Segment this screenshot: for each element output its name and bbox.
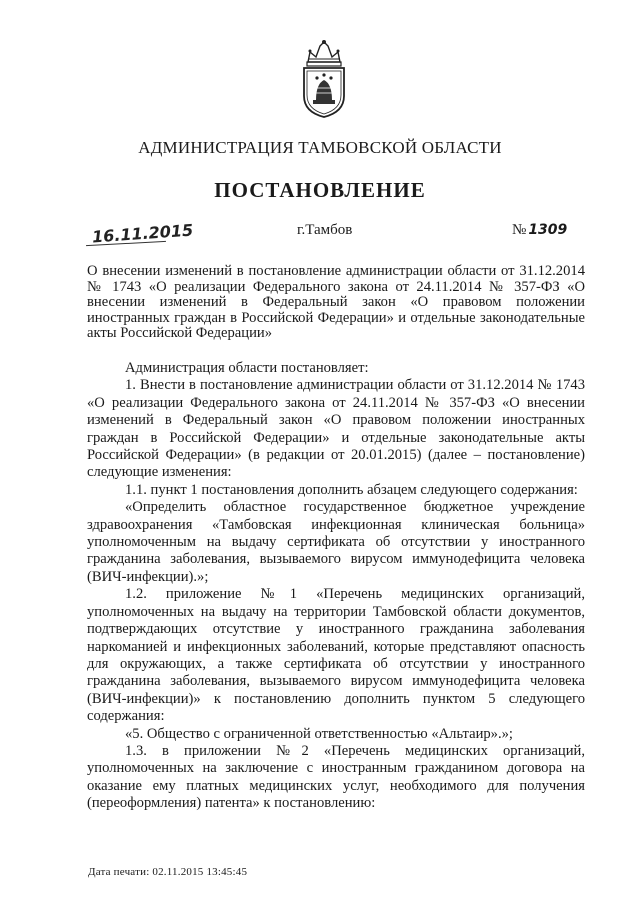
number-value: 1309 — [528, 222, 568, 238]
paragraph-1-1-text: «Определить областное государственное бюджетное учреждение здравоохранения «Тамбовская инфекционная клиническая больница» уполномоченным на выдачу сертификата об отсутствии у иностранного гражданина заболевания, вызываемого вирусом иммунодефицита человека (ВИЧ-инфекции).»; — [87, 499, 585, 585]
signing-date: 16.11.2015 — [91, 220, 194, 247]
city-name: г.Тамбов — [297, 222, 353, 238]
document-number — [512, 222, 567, 239]
paragraph-1-3: 1.3. в приложении №2 «Перечень медицинских организаций, уполномоченных на заключение с иностранным гражданином договора на оказание ему платных медицинских услуг, необходимого для получения (переоформления) патента» к постановлению: — [87, 742, 585, 812]
number-sign: № — [512, 222, 527, 238]
paragraph-1-2: 1.2. приложение №1 «Перечень медицинских организаций, уполномоченных на выдачу на территории Тамбовской области документов, подтверждающих отсутствие у иностранного гражданина заболевания наркоманией и инфекционных заболеваний, которые представляют опасность для окружающих, а также сертификата об отсутствии у иностранного гражданина заболевания, вызываемого вирусом иммунодефицита человека (ВИЧ-инфекции)» к постановлению дополнить пунктом 5 следующего содержания: — [87, 586, 585, 725]
tambov-coat-of-arms-icon — [298, 38, 350, 120]
document-body — [87, 360, 585, 813]
organization-name: АДМИНИСТРАЦИЯ ТАМБОВСКОЙ ОБЛАСТИ — [138, 138, 502, 157]
document-subject: О внесении изменений в постановление администрации области от 31.12.2014 № 1743 «О реализации Федерального закона от 24.11.2014 № 357-ФЗ «О внесении изменений в Федеральный закон «О правовом положении иностранных граждан в Российской Федерации» и отдельные законодательные акты Российской Федерации» — [87, 263, 585, 341]
paragraph-1: 1. Внести в постановление администрации области от 31.12.2014 № 1743 «О реализации Федерального закона от 24.11.2014 № 357-ФЗ «О внесении изменений в Федеральный закон «О правовом положении иностранных граждан в Российской Федерации» и отдельные законодательные акты Российской Федерации» (в редакции от 20.01.2015) (далее – постановление) следующие изменения: — [87, 377, 585, 481]
print-date-footer: Дата печати: 02.11.2015 13:45:45 — [88, 866, 248, 878]
paragraph-1-2-text: «5. Общество с ограниченной ответственностью «Альтаир».»; — [125, 725, 513, 742]
document-type-title: ПОСТАНОВЛЕНИЕ — [214, 178, 426, 202]
preamble-paragraph: Администрация области постановляет: — [125, 360, 369, 376]
paragraph-1-1: 1.1. пункт 1 постановления дополнить абзацем следующего содержания: — [125, 481, 578, 498]
